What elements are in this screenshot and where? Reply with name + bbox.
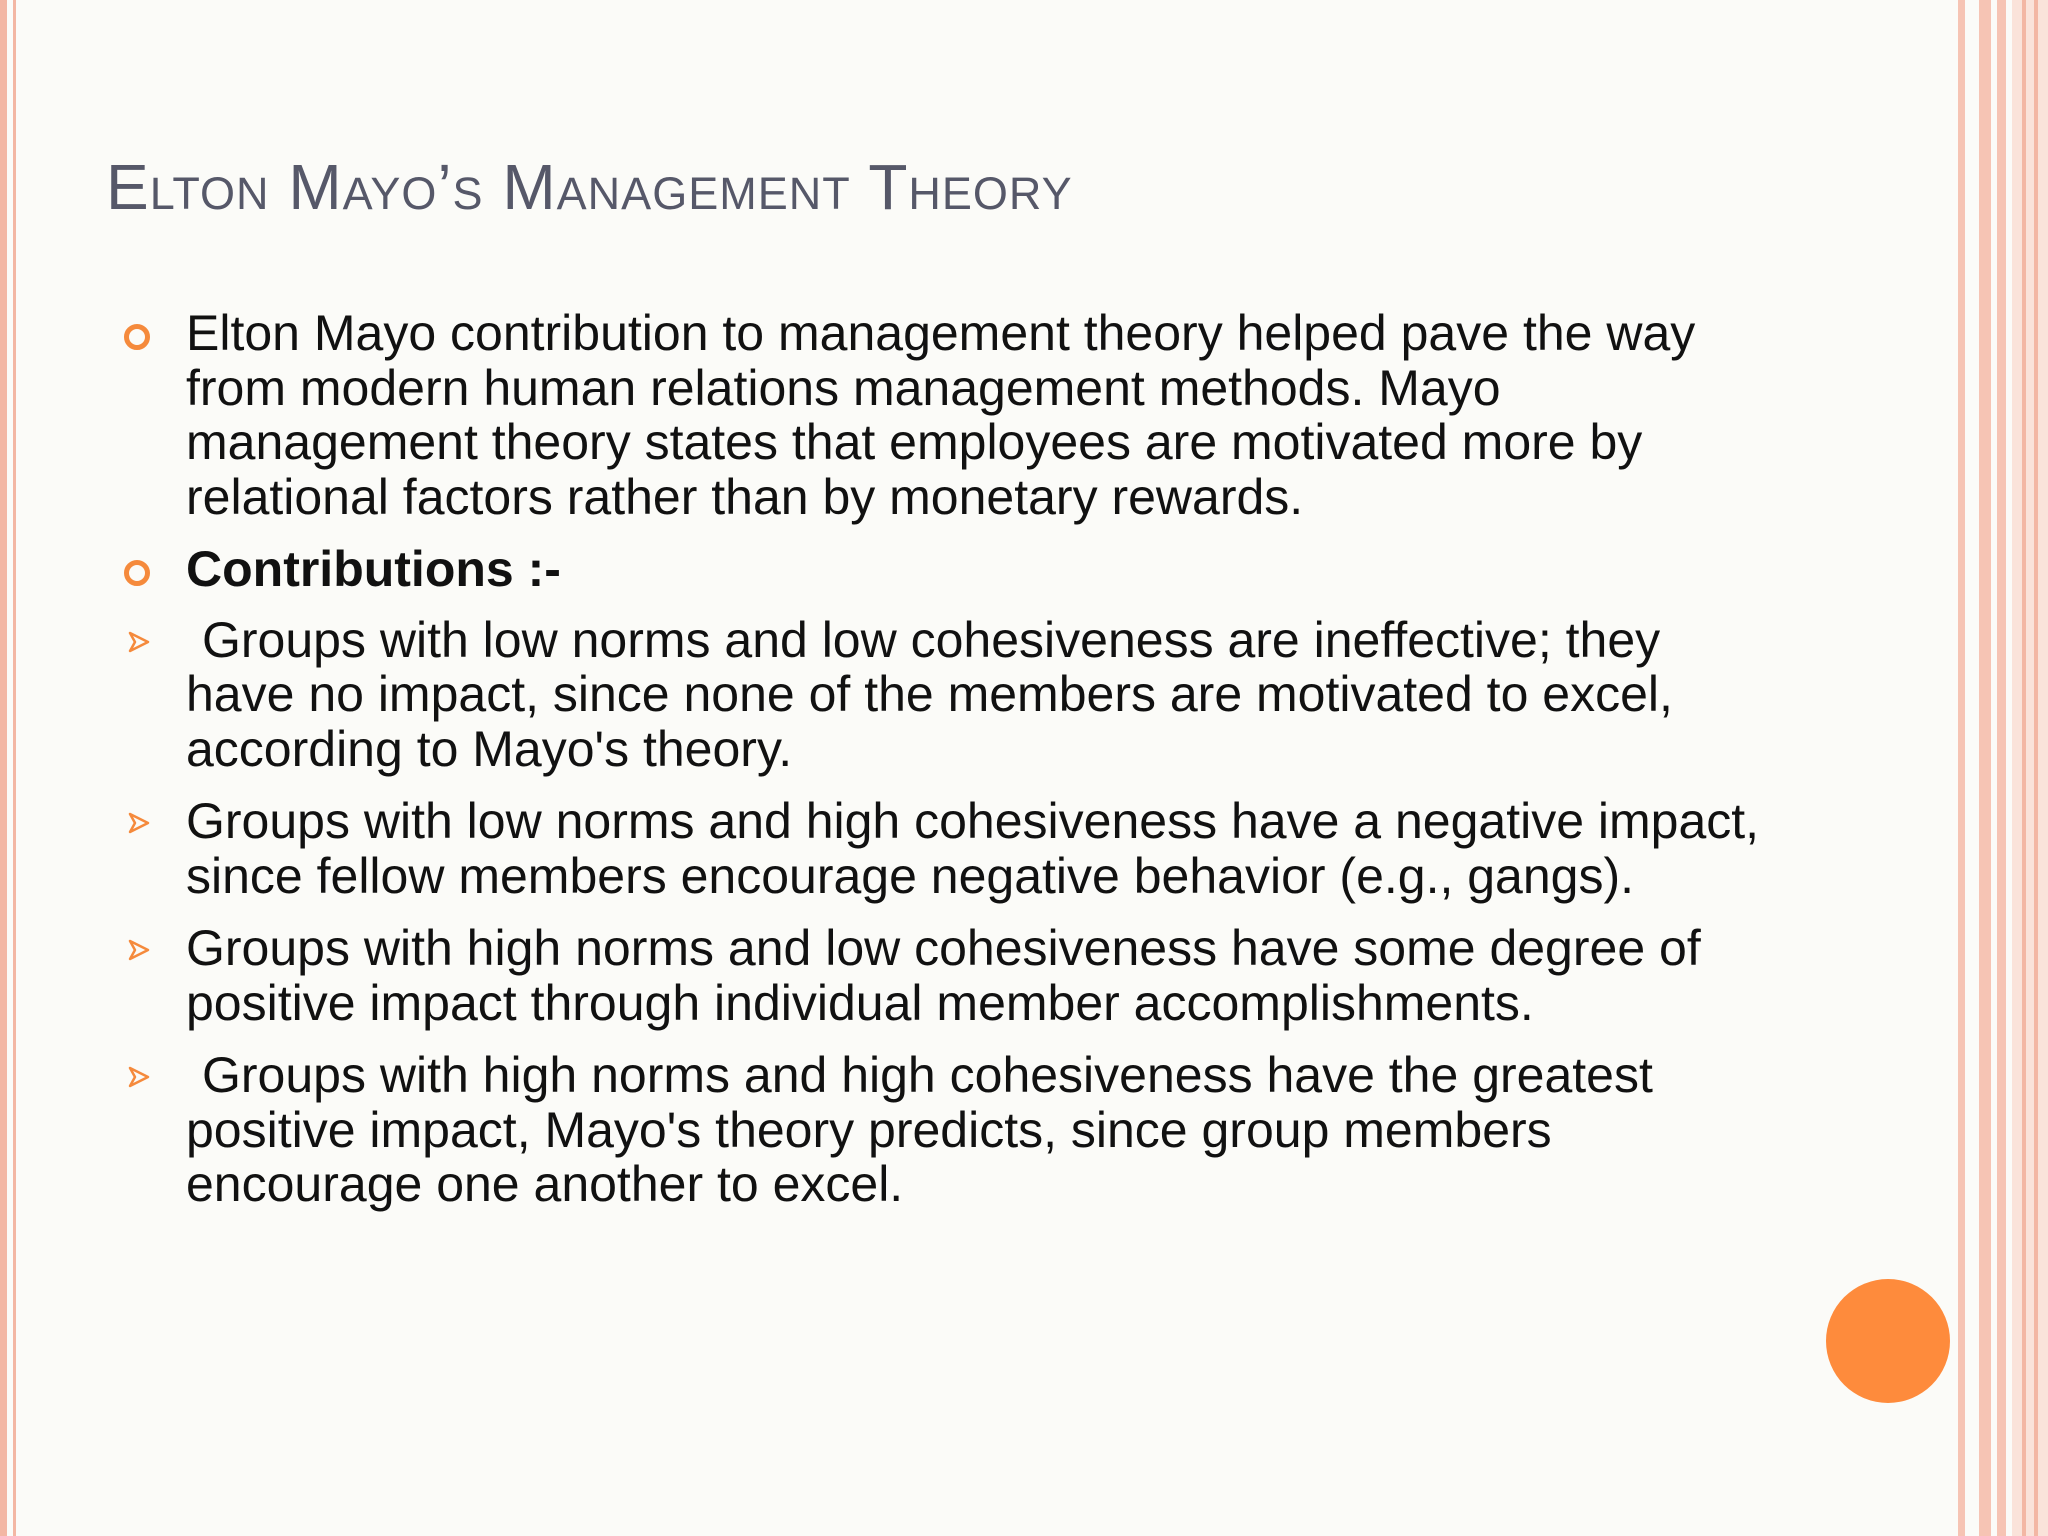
right-border-stripe [2022,0,2026,1536]
left-border-stripe [13,0,16,1536]
bullet-item-low-norms-low-cohesiveness [124,613,1764,777]
bullet-item-high-norms-high-cohesiveness [124,1048,1764,1212]
right-border-stripe [1997,0,2006,1536]
bullet-text: Contributions :- [186,541,561,597]
arrowhead-bullet-icon [124,1062,154,1092]
circle-bullet-icon [124,324,150,350]
right-border-stripe [2034,0,2038,1536]
arrowhead-bullet-icon [124,808,154,838]
bullet-text: Elton Mayo contribution to management theory helped pave the way from modern human relations management methods. Mayo management theory states that employees are motivated more by relational factors rather than by monetary rewards. [186,305,1696,525]
arrowhead-bullet-icon [124,627,154,657]
bullet-item-intro [124,306,1764,524]
bullet-item-high-norms-low-cohesiveness [124,921,1764,1030]
slide-title: Elton Mayo’s Management Theory [106,151,1073,223]
bullet-list [124,306,1764,1230]
bullet-item-low-norms-high-cohesiveness [124,794,1764,903]
circle-bullet-icon [124,560,150,586]
bullet-text: Groups with high norms and high cohesiveness have the greatest positive impact, Mayo's theory predicts, since group members encourage one another to excel. [186,1047,1653,1212]
arrowhead-bullet-icon [124,935,154,965]
bullet-text: Groups with low norms and high cohesiveness have a negative impact, since fellow members encourage negative behavior (e.g., gangs). [186,793,1760,904]
left-border-stripe [0,0,7,1536]
right-border-band [2012,0,2048,1536]
bullet-text: Groups with high norms and low cohesiveness have some degree of positive impact through individual member accomplishments. [186,920,1701,1031]
bullet-item-contributions-heading [124,542,1764,597]
right-border-stripe [1979,0,1991,1536]
right-border-stripe [1958,0,1965,1536]
bullet-text: Groups with low norms and low cohesiveness are ineffective; they have no impact, since none of the members are motivated to excel, according to Mayo's theory. [186,611,1673,777]
decorative-orange-circle [1826,1279,1950,1403]
